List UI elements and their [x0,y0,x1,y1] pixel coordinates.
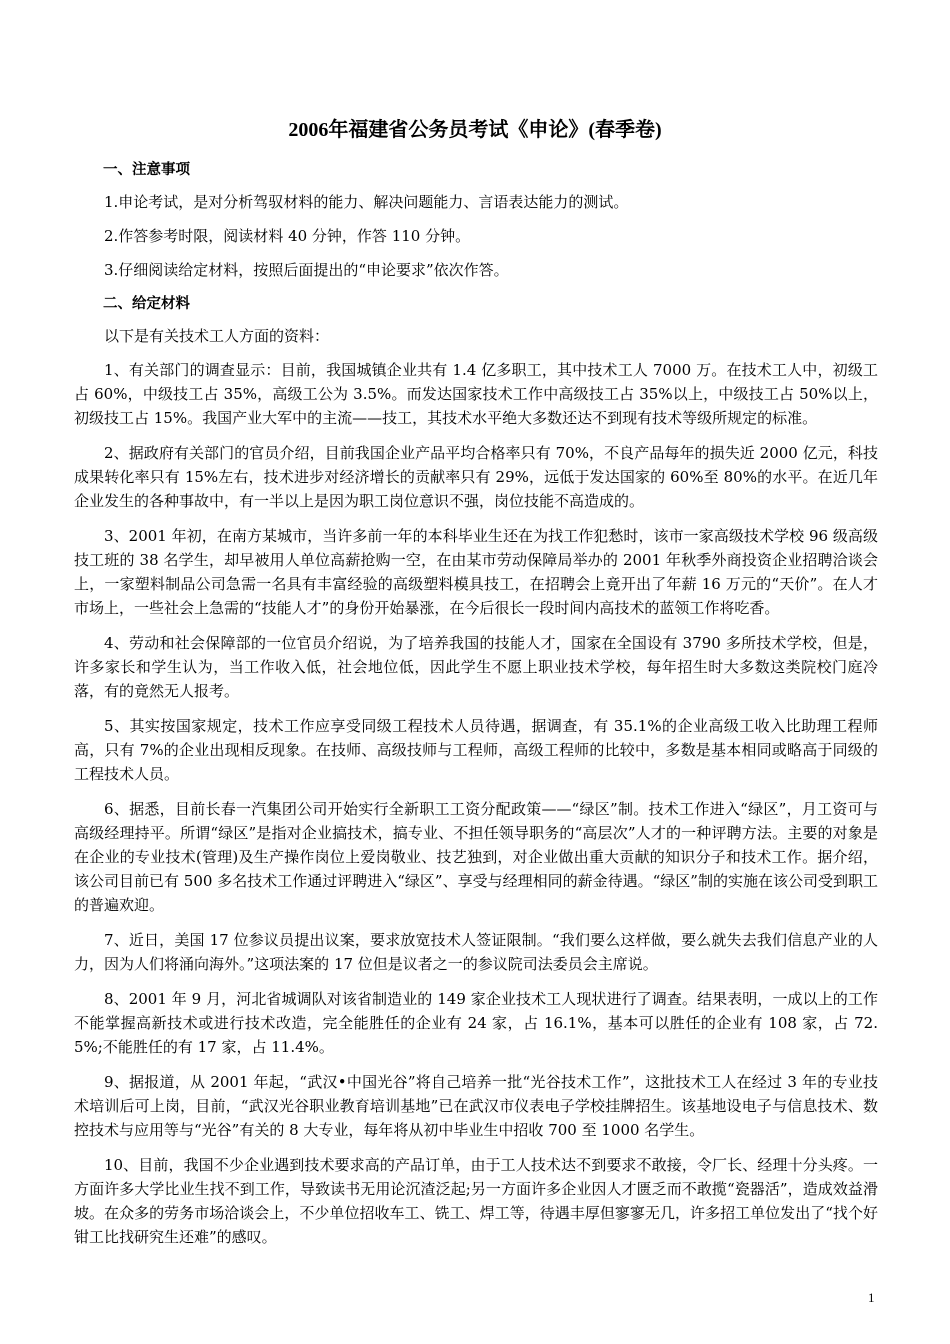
material-paragraph-5: 5、其实按国家规定，技术工作应享受同级工程技术人员待遇，据调查，有 35.1%的企业高级工收入比助理工程师高，只有 7%的企业出现相反现象。在技师、高级技师与工程师，高级工程师的比较中，多数是基本相同或略高于同级的工程技术人员。 [74,717,878,783]
document-body [74,156,878,1260]
section-heading-materials: 二、给定材料 [103,296,190,312]
material-paragraph-8: 8、2001 年 9 月，河北省城调队对该省制造业的 149 家企业技术工人现状进行了调查。结果表明，一成以上的工作不能掌握高新技术或进行技术改造，完全能胜任的企业有 24 家，占 16.1%，基本可以胜任的企业有 108 家，占 72.5%;不能胜任的有 17 家，占 11.4%。 [74,990,878,1056]
material-paragraph-2: 2、据政府有关部门的官员介绍，目前我国企业产品平均合格率只有 70%，不良产品每年的损失近 2000 亿元，科技成果转化率只有 15%左右，技术进步对经济增长的贡献率只有 29%，远低于发达国家的 60%至 80%的水平。在近几年企业发生的各种事故中，有一半以上是因为职工岗位意识不强，岗位技能不高造成的。 [74,444,878,510]
material-paragraph-6: 6、据悉，目前长春一汽集团公司开始实行全新职工工资分配政策——“绿区”制。技术工作进入“绿区”，月工资可与高级经理持平。所谓“绿区”是指对企业搞技术，搞专业、不担任领导职务的“高层次”人才的一种评聘方法。主要的对象是在企业的专业技术(管理)及生产操作岗位上爱岗敬业、技艺独到，对企业做出重大贡献的知识分子和技术工作。据介绍，该公司目前已有 500 多名技术工作通过评聘进入“绿区”、享受与经理相同的薪金待遇。“绿区”制的实施在该公司受到职工的普遍欢迎。 [74,800,878,914]
material-paragraph-4: 4、劳动和社会保障部的一位官员介绍说，为了培养我国的技能人才，国家在全国设有 3790 多所技术学校，但是，许多家长和学生认为，当工作收入低，社会地位低，因此学生不愿上职业技术学校，每年招生时大多数这类院校门庭冷落，有的竟然无人报考。 [74,634,878,700]
document-title: 2006年福建省公务员考试《申论》(春季卷) [288,119,662,141]
material-paragraph-1: 1、有关部门的调查显示：目前，我国城镇企业共有 1.4 亿多职工，其中技术工人 7000 万。在技术工人中，初级工占 60%，中级技工占 35%，高级工公为 3.5%。而发达国家技术工作中高级技工占 35%以上，中级技工占 50%以上，初级技工占 15%。我国产业大军中的主流——技工，其技术水平绝大多数还达不到现有技术等级所规定的标准。 [74,361,878,427]
section-heading-notes: 一、注意事项 [103,162,190,178]
material-paragraph-10: 10、目前，我国不少企业遇到技术要求高的产品订单，由于工人技术达不到要求不敢接，令厂长、经理十分头疼。一方面许多大学比业生找不到工作，导致读书无用论沉渣泛起;另一方面许多企业因人才匮乏而不敢揽“瓷器活”，造成效益滑坡。在众多的劳务市场洽谈会上，不少单位招收车工、铣工、焊工等，待遇丰厚但寥寥无几，许多招工单位发出了“找个好钳工比找研究生还难”的感叹。 [74,1156,878,1246]
materials-intro: 以下是有关技术工人方面的资料： [104,327,330,345]
material-paragraph-7: 7、近日，美国 17 位参议员提出议案，要求放宽技术人签证限制。“我们要么这样做，要么就失去我们信息产业的人力，因为人们将涌向海外。”这项法案的 17 位但是议者之一的参议院司法委员会主席说。 [74,931,878,973]
note-item-1: 1.申论考试，是对分析驾驭材料的能力、解决问题能力、言语表达能力的测试。 [104,193,629,211]
material-paragraph-9: 9、据报道，从 2001 年起，“武汉•中国光谷”将自己培养一批“光谷技术工作”，这批技术工人在经过 3 年的专业技术培训后可上岗，目前，“武汉光谷职业教育培训基地”已在武汉市仪表电子学校挂牌招生。该基地设电子与信息技术、数控技术与应用等与“光谷”有关的 8 大专业，每年将从初中毕业生中招收 700 至 1000 名学生。 [74,1073,878,1139]
note-item-2: 2.作答参考时限，阅读材料 40 分钟，作答 110 分钟。 [104,227,471,245]
note-item-3: 3.仔细阅读给定材料，按照后面提出的“申论要求”依次作答。 [104,261,509,279]
material-paragraph-3: 3、2001 年初，在南方某城市，当许多前一年的本科毕业生还在为找工作犯愁时，该市一家高级技术学校 96 级高级技工班的 38 名学生，却早被用人单位高薪抢购一空，在由某市劳动保障局举办的 2001 年秋季外商投资企业招聘洽谈会上，一家塑料制品公司急需一名具有丰富经验的高级塑料模具技工，在招聘会上竟开出了年薪 16 万元的“天价”。在人才市场上，一些社会上急需的“技能人才”的身份开始暴涨，在今后很长一段时间内高技术的蓝领工作将吃香。 [74,527,878,617]
page-number: 1 [868,1290,875,1305]
